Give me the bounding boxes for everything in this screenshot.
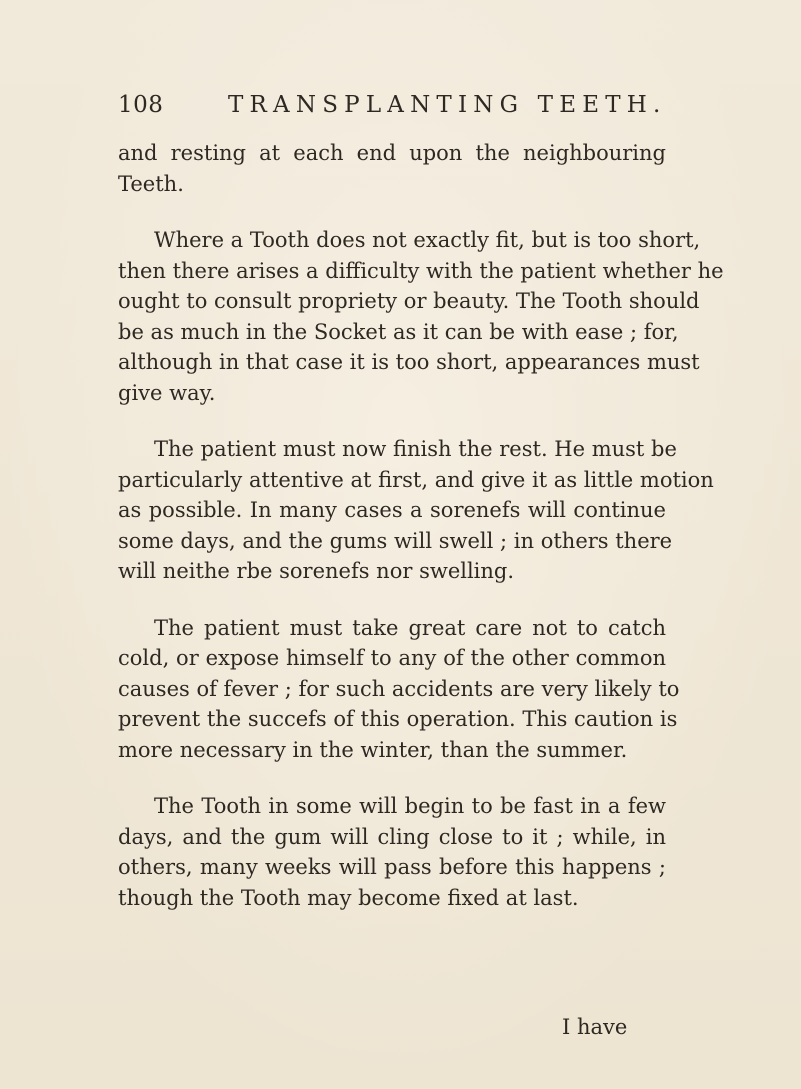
paragraph bbox=[118, 225, 724, 408]
text-line: then there arises a difficulty with the patient whether he bbox=[118, 258, 724, 283]
text-line: others, many weeks will pass before this happens ; bbox=[118, 855, 666, 879]
text-line: as possible. In many cases a sorenefs will continue bbox=[118, 498, 666, 522]
paragraph bbox=[118, 138, 666, 199]
paragraph bbox=[118, 791, 666, 913]
text-line: The patient must take great care not to catch bbox=[154, 615, 666, 640]
paragraph bbox=[118, 613, 680, 766]
text-line: ought to consult propriety or beauty. The Tooth should bbox=[118, 289, 700, 313]
text-line: cold, or expose himself to any of the other common bbox=[118, 646, 666, 670]
text-line: Teeth. bbox=[118, 171, 184, 196]
text-line: though the Tooth may become fixed at last. bbox=[118, 885, 579, 910]
text-line: will neithe rbe sorenefs nor swelling. bbox=[118, 559, 515, 583]
running-head bbox=[118, 92, 678, 124]
text-line: some days, and the gums will swell ; in others there bbox=[118, 528, 673, 553]
text-line: prevent the succefs of this operation. This caution is bbox=[118, 707, 678, 731]
text-line: be as much in the Socket as it can be with ease ; for, bbox=[118, 319, 679, 344]
text-line: although in that case it is too short, appearances must bbox=[118, 350, 700, 374]
text-line: give way. bbox=[118, 380, 216, 405]
catchword: I have bbox=[562, 1015, 628, 1039]
text-line: more necessary in the winter, than the summer. bbox=[118, 737, 628, 762]
body-text bbox=[118, 138, 724, 913]
text-line: causes of fever ; for such accidents are very likely to bbox=[118, 676, 680, 701]
page-number: 108 bbox=[118, 92, 164, 118]
text-line: Where a Tooth does not exactly fit, but is too short, bbox=[154, 228, 701, 252]
text-line: days, and the gum will cling close to it ; while, in bbox=[118, 824, 666, 849]
text-line: The patient must now finish the rest. He must be bbox=[154, 437, 677, 461]
text-line: The Tooth in some will begin to be fast in a few bbox=[154, 794, 666, 818]
paragraph bbox=[118, 434, 714, 587]
running-title: TRANSPLANTING TEETH. bbox=[228, 92, 667, 118]
text-line: and resting at each end upon the neighbouring bbox=[118, 141, 666, 165]
text-line: particularly attentive at first, and give it as little motion bbox=[118, 467, 714, 492]
